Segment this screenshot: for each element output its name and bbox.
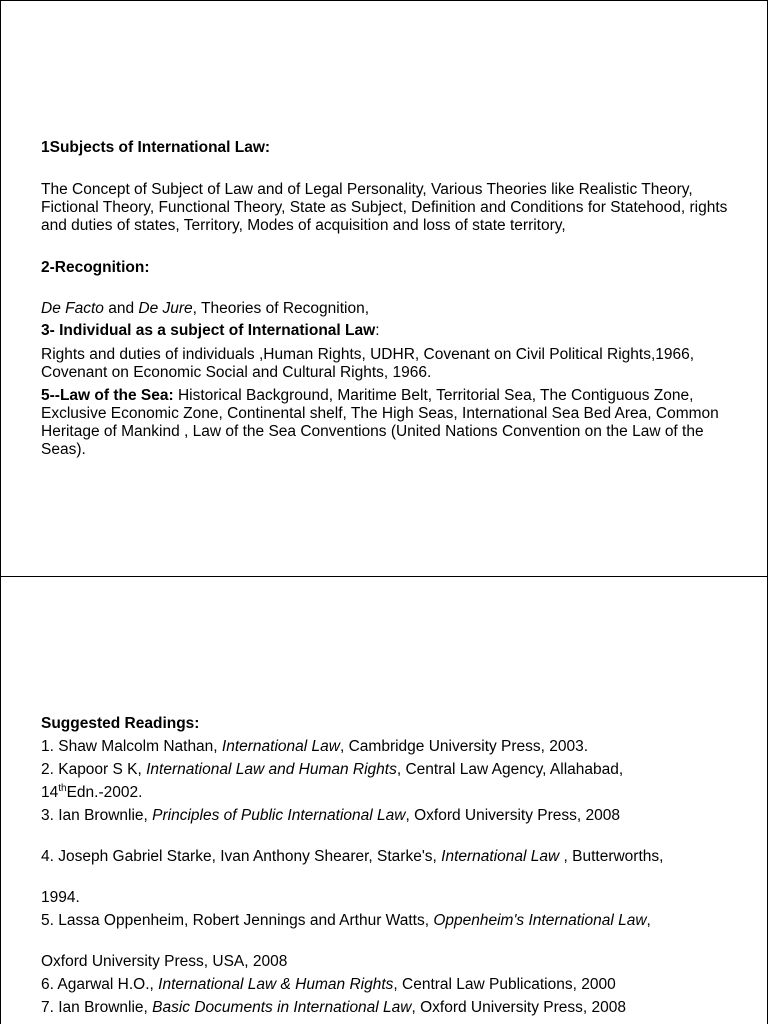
section-body-subjects: The Concept of Subject of Law and of Legal Personality, Various Theories like Realistic Theory, Fictional Theory, Functional Theory, State as Subject, Definition and Conditions for Statehood, rights and duties of states, Territory, Modes of acquisition and loss of state territory, [41, 181, 728, 234]
term-de-jure: De Jure [138, 300, 193, 317]
reading-author: 6. Agarwal H.O., [41, 976, 159, 993]
reading-title: International Law & Human Rights [158, 976, 394, 993]
reading-title: Principles of Public International Law [152, 807, 406, 824]
reading-title: Basic Documents in International Law [152, 999, 412, 1016]
recognition-line [41, 300, 731, 318]
section-heading-law-of-sea: 5--Law of the Sea [41, 387, 169, 404]
reading-publisher: , Central Law Publications, 2000 [393, 976, 616, 993]
reading-item-2-edition [41, 784, 731, 802]
reading-publisher: , Butterworths, [559, 848, 664, 865]
reading-publisher: , Oxford University Press, 2008 [411, 999, 626, 1016]
reading-item-2 [41, 761, 731, 779]
reading-author: 4. Joseph Gabriel Starke, Ivan Anthony Shearer, Starke's, [41, 848, 442, 865]
reading-item-3 [41, 807, 731, 825]
reading-author: 2. Kapoor S K, [41, 761, 147, 778]
reading-item-4-year: 1994. [41, 889, 80, 906]
edition-number: 14 [41, 784, 59, 801]
reading-title: International Law [441, 848, 560, 865]
recognition-rest: , Theories of Recognition, [192, 300, 369, 317]
reading-separator: , [646, 912, 651, 929]
reading-item-5-publisher: Oxford University Press, USA, 2008 [41, 953, 288, 970]
reading-item-5 [41, 912, 731, 930]
reading-author: 3. Ian Brownlie, [41, 807, 153, 824]
colon: : [375, 322, 380, 339]
reading-item-1 [41, 738, 731, 756]
reading-author: 7. Ian Brownlie, [41, 999, 153, 1016]
section-heading-individual-line [41, 322, 731, 340]
edition-rest: Edn.-2002. [66, 784, 143, 801]
reading-item-7 [41, 999, 731, 1017]
and-text: and [103, 300, 139, 317]
section-heading-individual: 3- Individual as a subject of International Law [41, 322, 376, 339]
document-page-2 [0, 576, 768, 1024]
term-de-facto: De Facto [41, 300, 104, 317]
colon: : [168, 387, 174, 404]
reading-author: 1. Shaw Malcolm Nathan, [41, 738, 222, 755]
readings-heading: Suggested Readings: [41, 715, 200, 732]
section-body-law-of-sea: Historical Background, Maritime Belt, Territorial Sea, The Contiguous Zone, Exclusive Economic Zone, Continental shelf, The High Seas, International Sea Bed Area, Common Heritage of Mankind , Law of the Sea Conventions (United Nations Convention on the Law of the Seas). [41, 387, 719, 458]
reading-title: International Law [221, 738, 340, 755]
section-body-individual: Rights and duties of individuals ,Human Rights, UDHR, Covenant on Civil Political Rights,1966, Covenant on Economic Social and Cultural Rights, 1966. [41, 346, 695, 381]
edition-suffix: th [58, 783, 67, 794]
reading-publisher: , Oxford University Press, 2008 [405, 807, 620, 824]
reading-item-4 [41, 848, 731, 866]
section-heading-subjects: 1Subjects of International Law: [41, 139, 271, 156]
reading-author: 5. Lassa Oppenheim, Robert Jennings and Arthur Watts, [41, 912, 434, 929]
reading-item-6 [41, 976, 731, 994]
reading-title: International Law and Human Rights [146, 761, 397, 778]
reading-publisher: , Central Law Agency, Allahabad, [396, 761, 624, 778]
reading-publisher: , Cambridge University Press, 2003. [339, 738, 589, 755]
section-heading-recognition: 2-Recognition: [41, 259, 150, 276]
section-law-of-sea [41, 387, 731, 459]
reading-title: Oppenheim's International Law [433, 912, 647, 929]
